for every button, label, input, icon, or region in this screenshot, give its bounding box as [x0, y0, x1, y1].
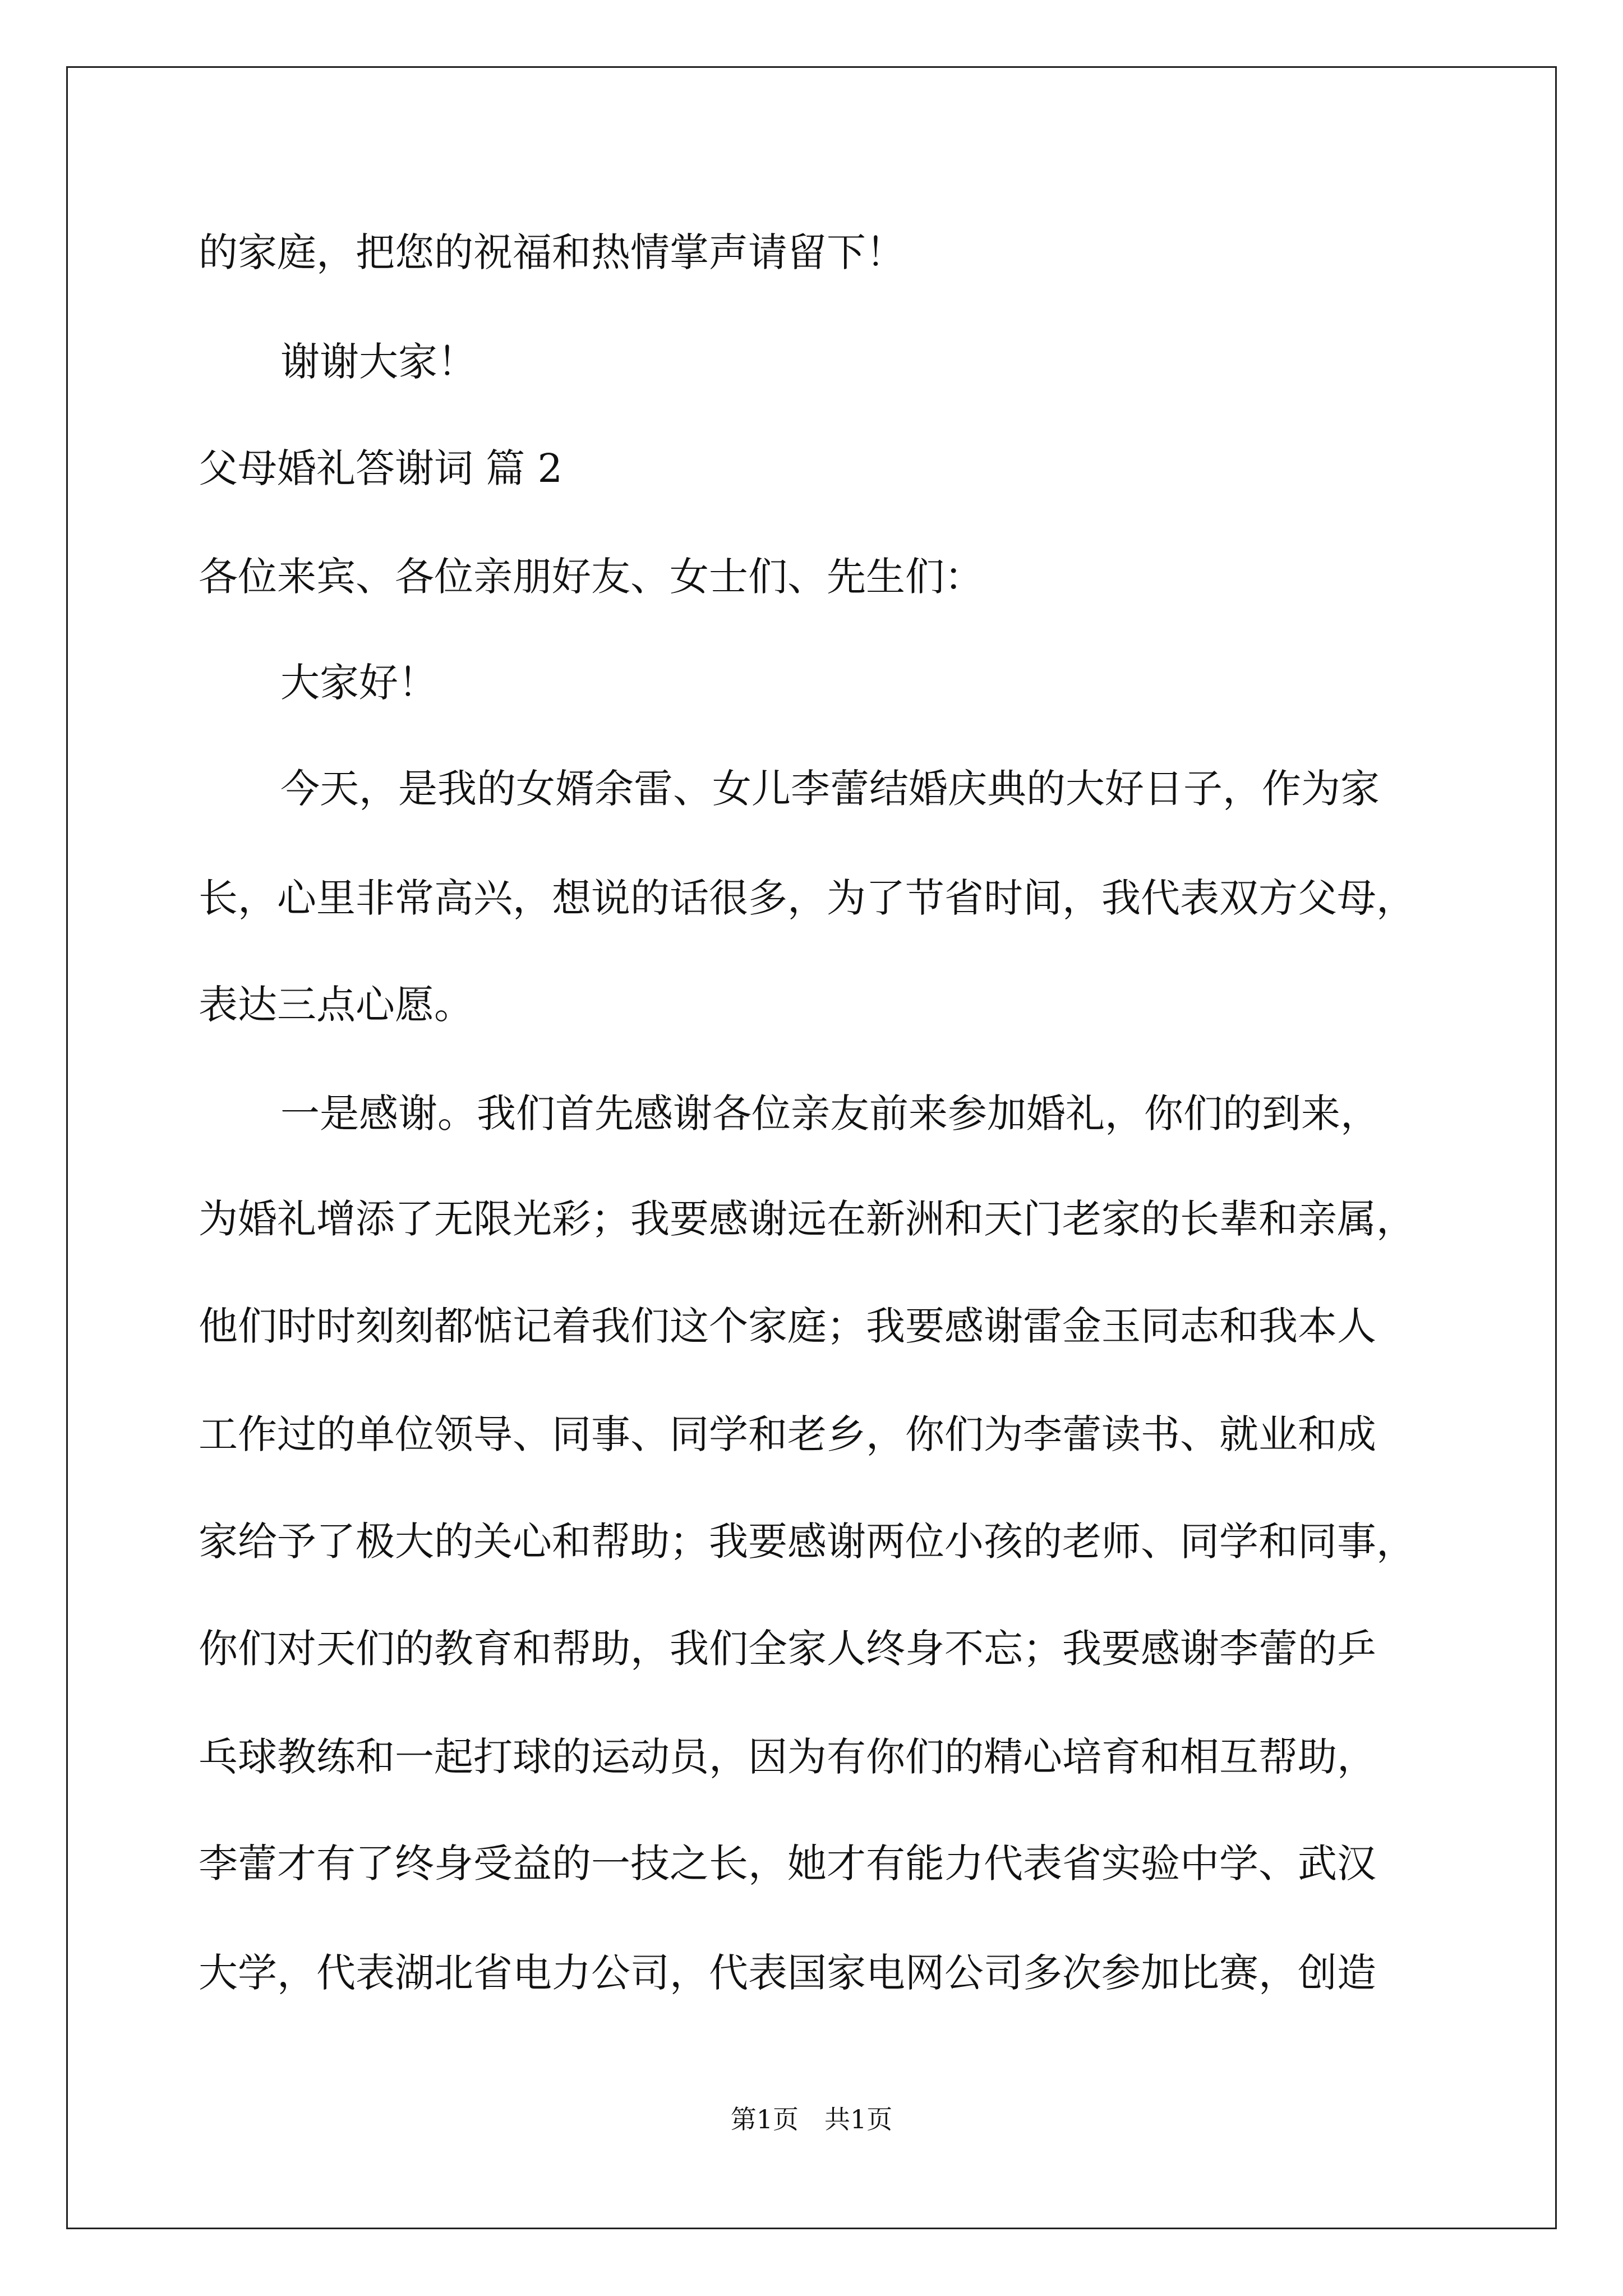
greeting: 大家好！ — [280, 660, 437, 706]
page-footer: 第1页 共1页 — [730, 2104, 893, 2134]
text-line: 乓球教练和一起打球的运动员，因为有你们的精心培育和相互帮助， — [199, 1734, 1376, 1780]
text-line: 一是感谢。我们首先感谢各位亲友前来参加婚礼，你们的到来， — [280, 1091, 1380, 1137]
text-line: 为婚礼增添了无限光彩；我要感谢远在新洲和天门老家的长辈和亲属， — [199, 1196, 1415, 1242]
text-line: 的家庭，把您的祝福和热情掌声请留下！ — [199, 229, 905, 275]
text-line: 谢谢大家！ — [280, 339, 477, 385]
salutation: 各位来宾、各位亲朋好友、女士们、先生们： — [199, 554, 984, 600]
text-line: 表达三点心愿。 — [199, 982, 473, 1028]
text-line: 他们时时刻刻都惦记着我们这个家庭；我要感谢雷金玉同志和我本人 — [199, 1303, 1376, 1349]
text-line: 家给予了极大的关心和帮助；我要感谢两位小孩的老师、同学和同事， — [199, 1519, 1415, 1565]
text-line: 大学，代表湖北省电力公司，代表国家电网公司多次参加比赛，创造 — [199, 1950, 1376, 1996]
text-line: 长，心里非常高兴，想说的话很多，为了节省时间，我代表双方父母， — [199, 875, 1415, 921]
text-line: 今天，是我的女婿余雷、女儿李蕾结婚庆典的大好日子，作为家 — [280, 766, 1380, 812]
text-line: 工作过的单位领导、同事、同学和老乡，你们为李蕾读书、就业和成 — [199, 1411, 1376, 1457]
text-line: 李蕾才有了终身受益的一技之长，她才有能力代表省实验中学、武汉 — [199, 1841, 1376, 1887]
text-line: 你们对天们的教育和帮助，我们全家人终身不忘；我要感谢李蕾的乒 — [199, 1626, 1376, 1672]
page-frame — [66, 66, 1557, 2229]
section-heading: 父母婚礼答谢词 篇 2 — [199, 445, 563, 491]
